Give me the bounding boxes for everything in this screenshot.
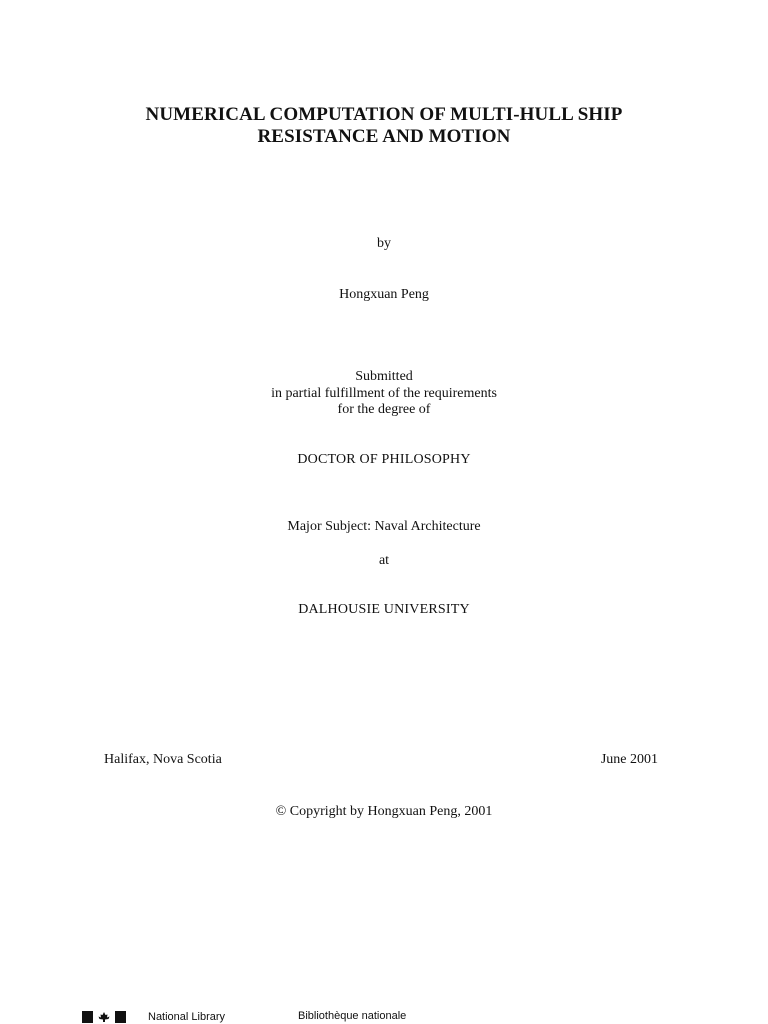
submission-statement [0, 369, 768, 419]
at-label: at [378, 553, 390, 568]
author-name: Hongxuan Peng [339, 287, 429, 302]
submission-line-1: Submitted [355, 369, 413, 384]
submission-date: June 2001 [600, 752, 658, 767]
by-label: by [377, 236, 391, 251]
major-subject: Major Subject: Naval Architecture [287, 519, 481, 534]
place: Halifax, Nova Scotia [104, 752, 222, 767]
library-name-french: Bibliothèque nationale [298, 1010, 407, 1022]
copyright-notice: © Copyright by Hongxuan Peng, 2001 [275, 804, 493, 819]
thesis-title-line-2: RESISTANCE AND MOTION [257, 126, 511, 147]
submission-line-2: in partial fulfillment of the requirements [271, 385, 497, 401]
library-footer [0, 1008, 768, 1024]
canada-flag-icon [82, 1011, 126, 1023]
thesis-title [0, 104, 768, 148]
submission-line-3: for the degree of [337, 402, 431, 417]
degree-name: DOCTOR OF PHILOSOPHY [297, 452, 471, 467]
university-name: DALHOUSIE UNIVERSITY [298, 602, 470, 617]
thesis-title-line-1: NUMERICAL COMPUTATION OF MULTI-HULL SHIP [145, 104, 623, 125]
library-name-english: National Library [148, 1011, 226, 1023]
